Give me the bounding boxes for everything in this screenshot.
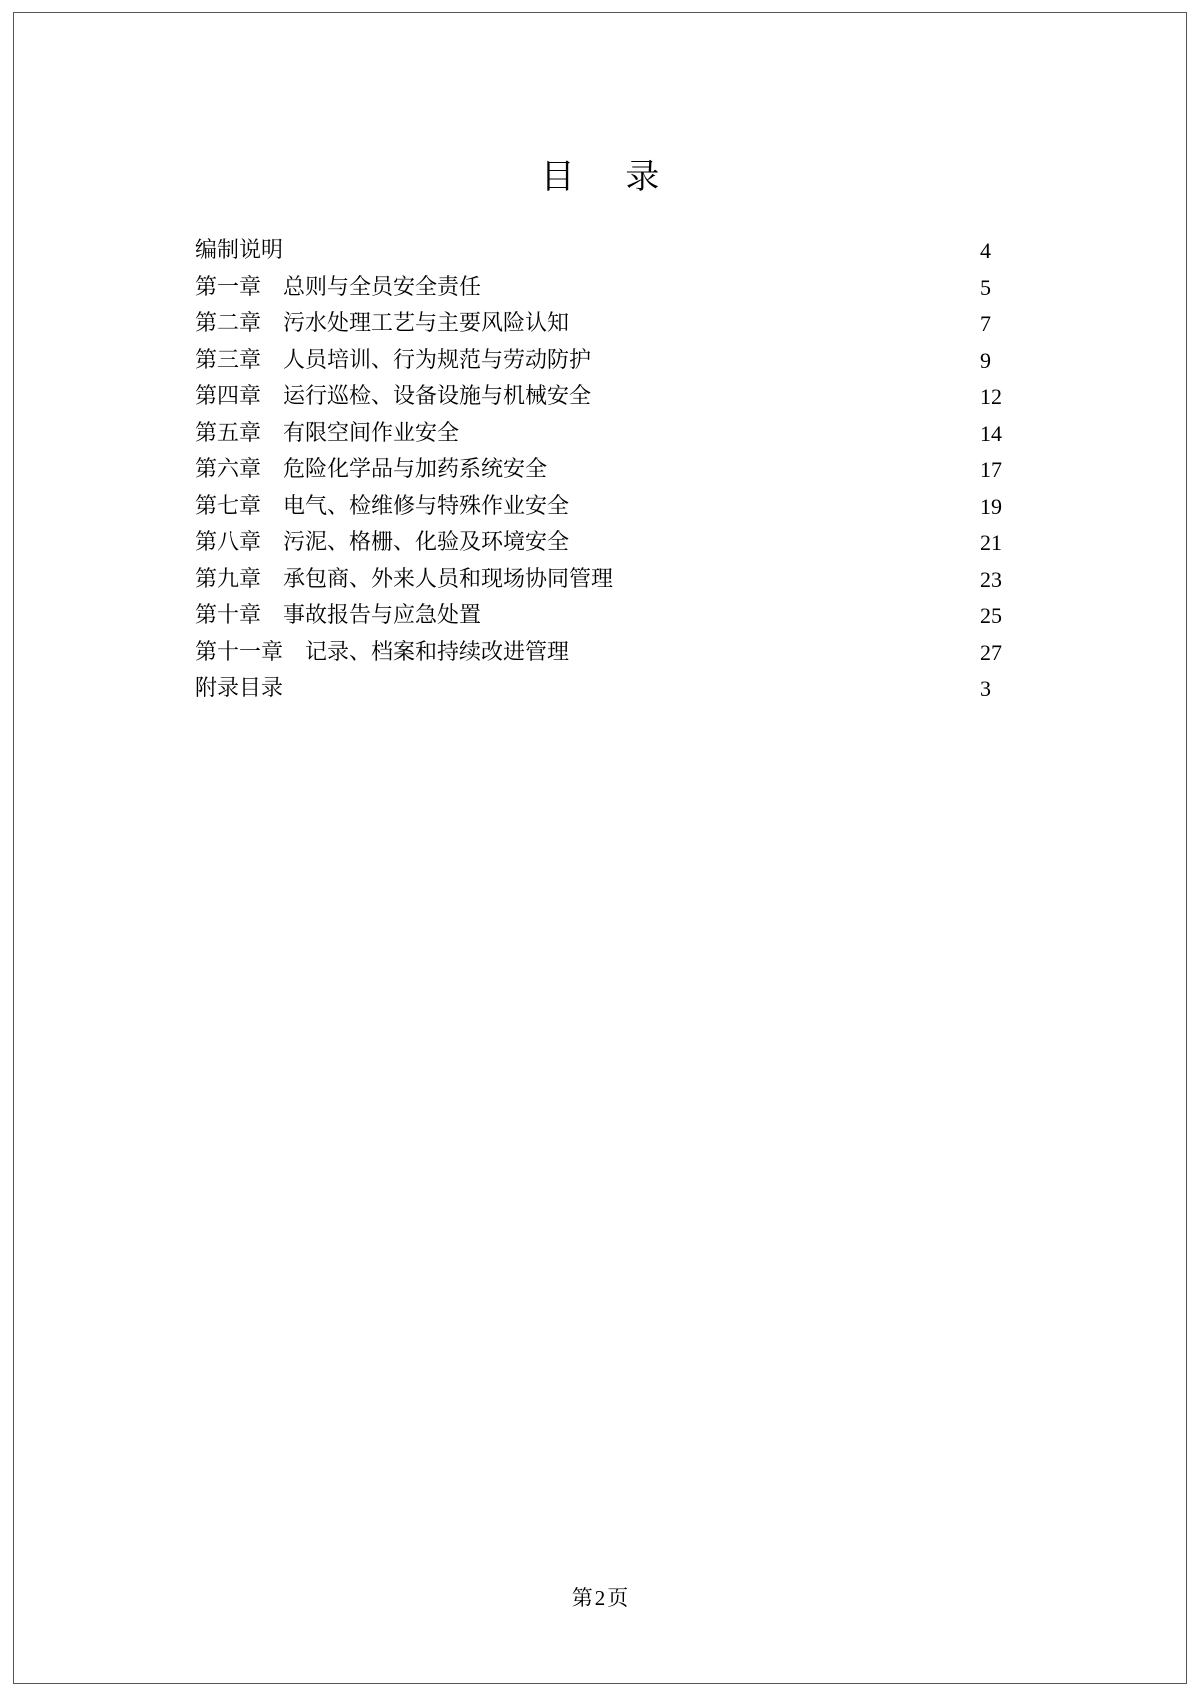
toc-entry-label	[195, 343, 591, 380]
toc-entry-page: 25	[980, 603, 1002, 628]
toc-entry[interactable]	[195, 635, 1002, 672]
toc-entry[interactable]	[195, 343, 995, 380]
toc-entry-title: 人员培训、行为规范与劳动防护	[283, 347, 592, 373]
toc-entry-label	[195, 525, 569, 562]
toc-entry-page: 19	[980, 493, 1002, 519]
toc-entry-chapter: 第八章	[195, 530, 262, 555]
document-page	[13, 12, 1187, 1684]
toc-entry-label	[195, 489, 569, 526]
toc-entry-title: 运行巡检、设备设施与机械安全	[283, 384, 592, 409]
toc-entry-title: 附录目录	[195, 676, 284, 701]
toc-entry-title: 危险化学品与加药系统安全	[283, 457, 548, 482]
toc-entry-chapter: 第一章	[195, 274, 262, 300]
toc-entry-page: 21	[980, 530, 1002, 555]
toc-entry-chapter: 第四章	[195, 384, 262, 409]
toc-entry-page: 14	[980, 420, 1002, 446]
toc-entry-page: 27	[980, 639, 1002, 665]
toc-entry-title: 有限空间作业安全	[283, 420, 460, 446]
toc-entry[interactable]	[195, 489, 1002, 526]
toc-entry-chapter: 第七章	[195, 493, 262, 519]
toc-entry-label	[195, 379, 591, 416]
toc-entry[interactable]	[195, 379, 1002, 416]
toc-entry-label	[195, 562, 613, 599]
toc-entry-label	[195, 416, 459, 453]
toc-entry-chapter: 第三章	[195, 347, 262, 373]
toc-entry-title: 污泥、格栅、化验及环境安全	[283, 530, 570, 555]
toc-entry-page: 23	[980, 566, 1002, 592]
footer-prefix: 第	[571, 1586, 593, 1610]
toc-entry-chapter: 第六章	[195, 457, 262, 482]
toc-entry-label	[195, 598, 481, 635]
toc-entry-label	[195, 270, 481, 307]
toc-entry-title: 总则与全员安全责任	[283, 274, 482, 300]
toc-entry-chapter: 第二章	[195, 311, 262, 336]
toc-entry-page: 5	[980, 274, 991, 300]
toc-entry-label	[195, 452, 547, 489]
toc-entry-title: 事故报告与应急处置	[283, 603, 482, 628]
toc-entry[interactable]	[195, 306, 995, 343]
toc-entry-label	[195, 306, 569, 343]
toc-entry-page: 4	[980, 238, 991, 263]
toc-entry-label	[195, 671, 283, 708]
toc-entry-title: 承包商、外来人员和现场协同管理	[283, 566, 614, 592]
toc-entry-chapter: 第十章	[195, 603, 262, 628]
page-footer	[14, 1583, 1186, 1613]
toc-entry-title: 编制说明	[195, 238, 284, 263]
footer-suffix: 页	[607, 1586, 629, 1610]
toc-list	[195, 233, 1002, 708]
toc-entry[interactable]	[195, 562, 1002, 599]
toc-entry-page: 7	[980, 311, 991, 336]
toc-entry-page: 17	[980, 457, 1002, 482]
toc-entry-chapter: 第十一章	[195, 639, 284, 665]
footer-page-number: 2	[594, 1586, 606, 1610]
toc-entry-page: 3	[980, 676, 991, 701]
toc-entry-title: 电气、检维修与特殊作业安全	[283, 493, 570, 519]
toc-entry[interactable]	[195, 598, 1002, 635]
toc-entry-label	[195, 233, 283, 270]
toc-entry-title: 污水处理工艺与主要风险认知	[283, 311, 570, 336]
toc-entry-page: 9	[980, 347, 991, 373]
toc-entry[interactable]	[195, 416, 1002, 453]
toc-entry-page: 12	[980, 384, 1002, 409]
toc-entry-title: 记录、档案和持续改进管理	[305, 639, 570, 665]
toc-entry[interactable]	[195, 671, 995, 708]
toc-entry[interactable]	[195, 452, 1002, 489]
toc-title: 目 录	[540, 157, 680, 197]
toc-entry[interactable]	[195, 270, 995, 307]
toc-entry-label	[195, 635, 569, 672]
toc-entry[interactable]	[195, 233, 995, 270]
toc-entry[interactable]	[195, 525, 1002, 562]
toc-entry-chapter: 第九章	[195, 566, 262, 592]
toc-entry-chapter: 第五章	[195, 420, 262, 446]
